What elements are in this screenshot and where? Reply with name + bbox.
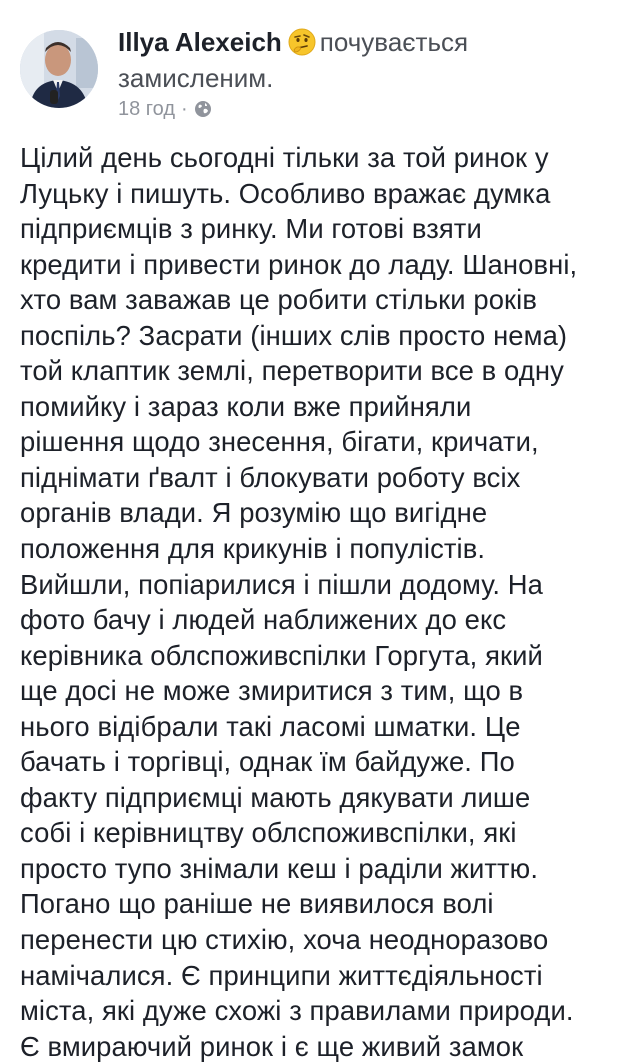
post-meta bbox=[118, 96, 212, 122]
post-text-line: ще досі не може змиритися з тим, що в bbox=[20, 675, 524, 707]
post-text-line: просто тупо знімали кеш і раділи життю. bbox=[20, 852, 539, 884]
globe-icon bbox=[194, 99, 212, 117]
post-header bbox=[118, 24, 618, 96]
post-text-line: кредити і привести ринок до ладу. Шановні, bbox=[20, 248, 578, 280]
post-body bbox=[20, 140, 630, 1064]
post-text-line: бачать і торгівці, однак їм байдуже. По bbox=[20, 746, 515, 778]
author-name[interactable]: Illya Alexeich bbox=[118, 27, 282, 57]
post-timestamp[interactable]: 18 год bbox=[118, 98, 176, 120]
post-text-line: той клаптик землі, перетворити все в одну bbox=[20, 355, 564, 387]
avatar-photo bbox=[20, 30, 98, 108]
feeling-text-line1: почувається bbox=[319, 27, 469, 57]
thinking-face-emoji-icon bbox=[288, 28, 316, 56]
post-text-line: фото бачу і людей наближених до екс bbox=[20, 604, 507, 636]
post-text-line: собі і керівництву облспоживспілки, які bbox=[20, 817, 517, 849]
avatar[interactable] bbox=[20, 30, 98, 108]
post-text-line: намічалися. Є принципи життєдіяльності bbox=[20, 959, 543, 991]
post-text-line: міста, які дуже схожі з правилами природи. bbox=[20, 995, 574, 1027]
post-text-line: помийку і зараз коли вже прийняли bbox=[20, 390, 472, 422]
post-text-line: хто вам заважав це робити стільки років bbox=[20, 284, 537, 316]
post-text-line: рішення щодо знесення, бігати, кричати, bbox=[20, 426, 539, 458]
post-text-line: органів влади. Я розумію що вигідне bbox=[20, 497, 488, 529]
post-text-line: керівника облспоживспілки Горгута, який bbox=[20, 639, 543, 671]
post-text-line: Погано що раніше не виявилося волі bbox=[20, 888, 494, 920]
post-text-line: Луцьку і пишуть. Особливо вражає думка bbox=[20, 177, 551, 209]
post-text-line: піднімати ґвалт і блокувати роботу всіх bbox=[20, 461, 521, 493]
post-text-line: нього відібрали такі ласомі шматки. Це bbox=[20, 710, 521, 742]
post-text-line: факту підприємці мають дякувати лише bbox=[20, 781, 531, 813]
post-text-line: підприємців з ринку. Ми готові взяти bbox=[20, 213, 482, 245]
meta-separator: · bbox=[181, 98, 188, 120]
post-text-line: положення для крикунів і популістів. bbox=[20, 533, 486, 565]
feeling-text-line2: замисленим. bbox=[118, 63, 274, 93]
post-text-line: Цілий день сьогодні тільки за той ринок у bbox=[20, 142, 549, 173]
post-text-line: поспіль? Засрати (інших слів просто нема) bbox=[20, 319, 568, 351]
post-text-line: Вийшли, попіарилися і пішли додому. На bbox=[20, 568, 543, 600]
post-text-line: Є вмираючий ринок і є ще живий замок bbox=[20, 1030, 524, 1062]
post-text-line: перенести цю стихію, хоча неодноразово bbox=[20, 924, 549, 956]
